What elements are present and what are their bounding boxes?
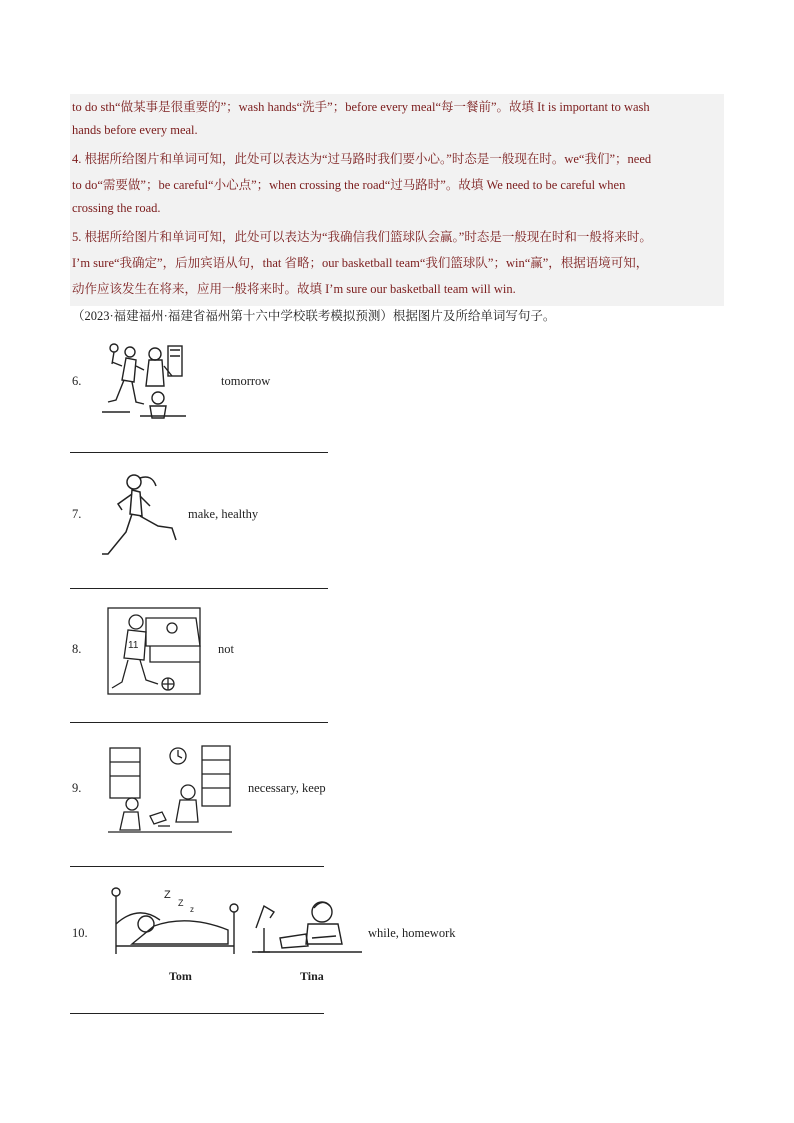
explanation-line: hands before every meal.	[72, 123, 198, 137]
question-source-instruction: （2023·福建福州·福建省福州第十六中学校联考模拟预测）根据图片及所给单词写句子。	[72, 309, 556, 323]
explanation-line: 5. 根据所给图片和单词可知，此处可以表达为“我确信我们篮球队会赢。”时态是一般现在时和一般将来时。	[72, 230, 652, 244]
messy-room-picture	[106, 742, 234, 836]
answer-blank-line[interactable]	[70, 452, 328, 453]
tina-homework-picture	[250, 894, 364, 962]
svg-text:Z: Z	[164, 889, 171, 901]
picture-label-tom: Tom	[169, 969, 192, 983]
question-number: 9.	[72, 781, 82, 795]
explanation-line: to do“需要做”；be careful“小心点”；when crossing the road“过马路时”。故填 We need to be careful when	[72, 178, 626, 192]
tom-sleeping-picture	[108, 884, 244, 962]
question-hint-word: tomorrow	[221, 374, 271, 388]
question-number: 7.	[72, 507, 82, 521]
answer-blank-line[interactable]	[70, 588, 328, 589]
explanation-line: I’m sure“我确定”，后加宾语从句，that 省略；our basketball team“我们篮球队”；win“赢”，根据语境可知，	[72, 256, 649, 270]
family-busy-picture	[100, 340, 188, 420]
answer-blank-line[interactable]	[70, 866, 324, 867]
picture-label-tina: Tina	[300, 969, 324, 983]
svg-text:Z: Z	[178, 898, 184, 908]
girl-running-picture	[100, 470, 182, 562]
question-hint-word: make, healthy	[188, 507, 259, 521]
question-number: 6.	[72, 374, 82, 388]
question-hint-word: while, homework	[368, 926, 456, 940]
question-number: 10.	[72, 926, 88, 940]
explanation-line: 动作应该发生在将来，应用一般将来时。故填 I’m sure our basketball team will win.	[72, 282, 516, 296]
question-hint-word: necessary, keep	[248, 781, 326, 795]
explanation-line: to do sth“做某事是很重要的”；wash hands“洗手”；before every meal“每一餐前”。故填 It is important to wash	[72, 100, 650, 114]
answer-blank-line[interactable]	[70, 722, 328, 723]
explanation-line: crossing the road.	[72, 201, 161, 215]
svg-text:z: z	[190, 905, 194, 914]
question-hint-word: not	[218, 642, 234, 656]
question-number: 8.	[72, 642, 82, 656]
answer-blank-line[interactable]	[70, 1013, 324, 1014]
svg-text:11: 11	[128, 640, 139, 651]
explanation-line: 4. 根据所给图片和单词可知，此处可以表达为“过马路时我们要小心。”时态是一般现在时。we“我们”；need	[72, 152, 652, 166]
boy-football-road-picture	[106, 606, 202, 698]
